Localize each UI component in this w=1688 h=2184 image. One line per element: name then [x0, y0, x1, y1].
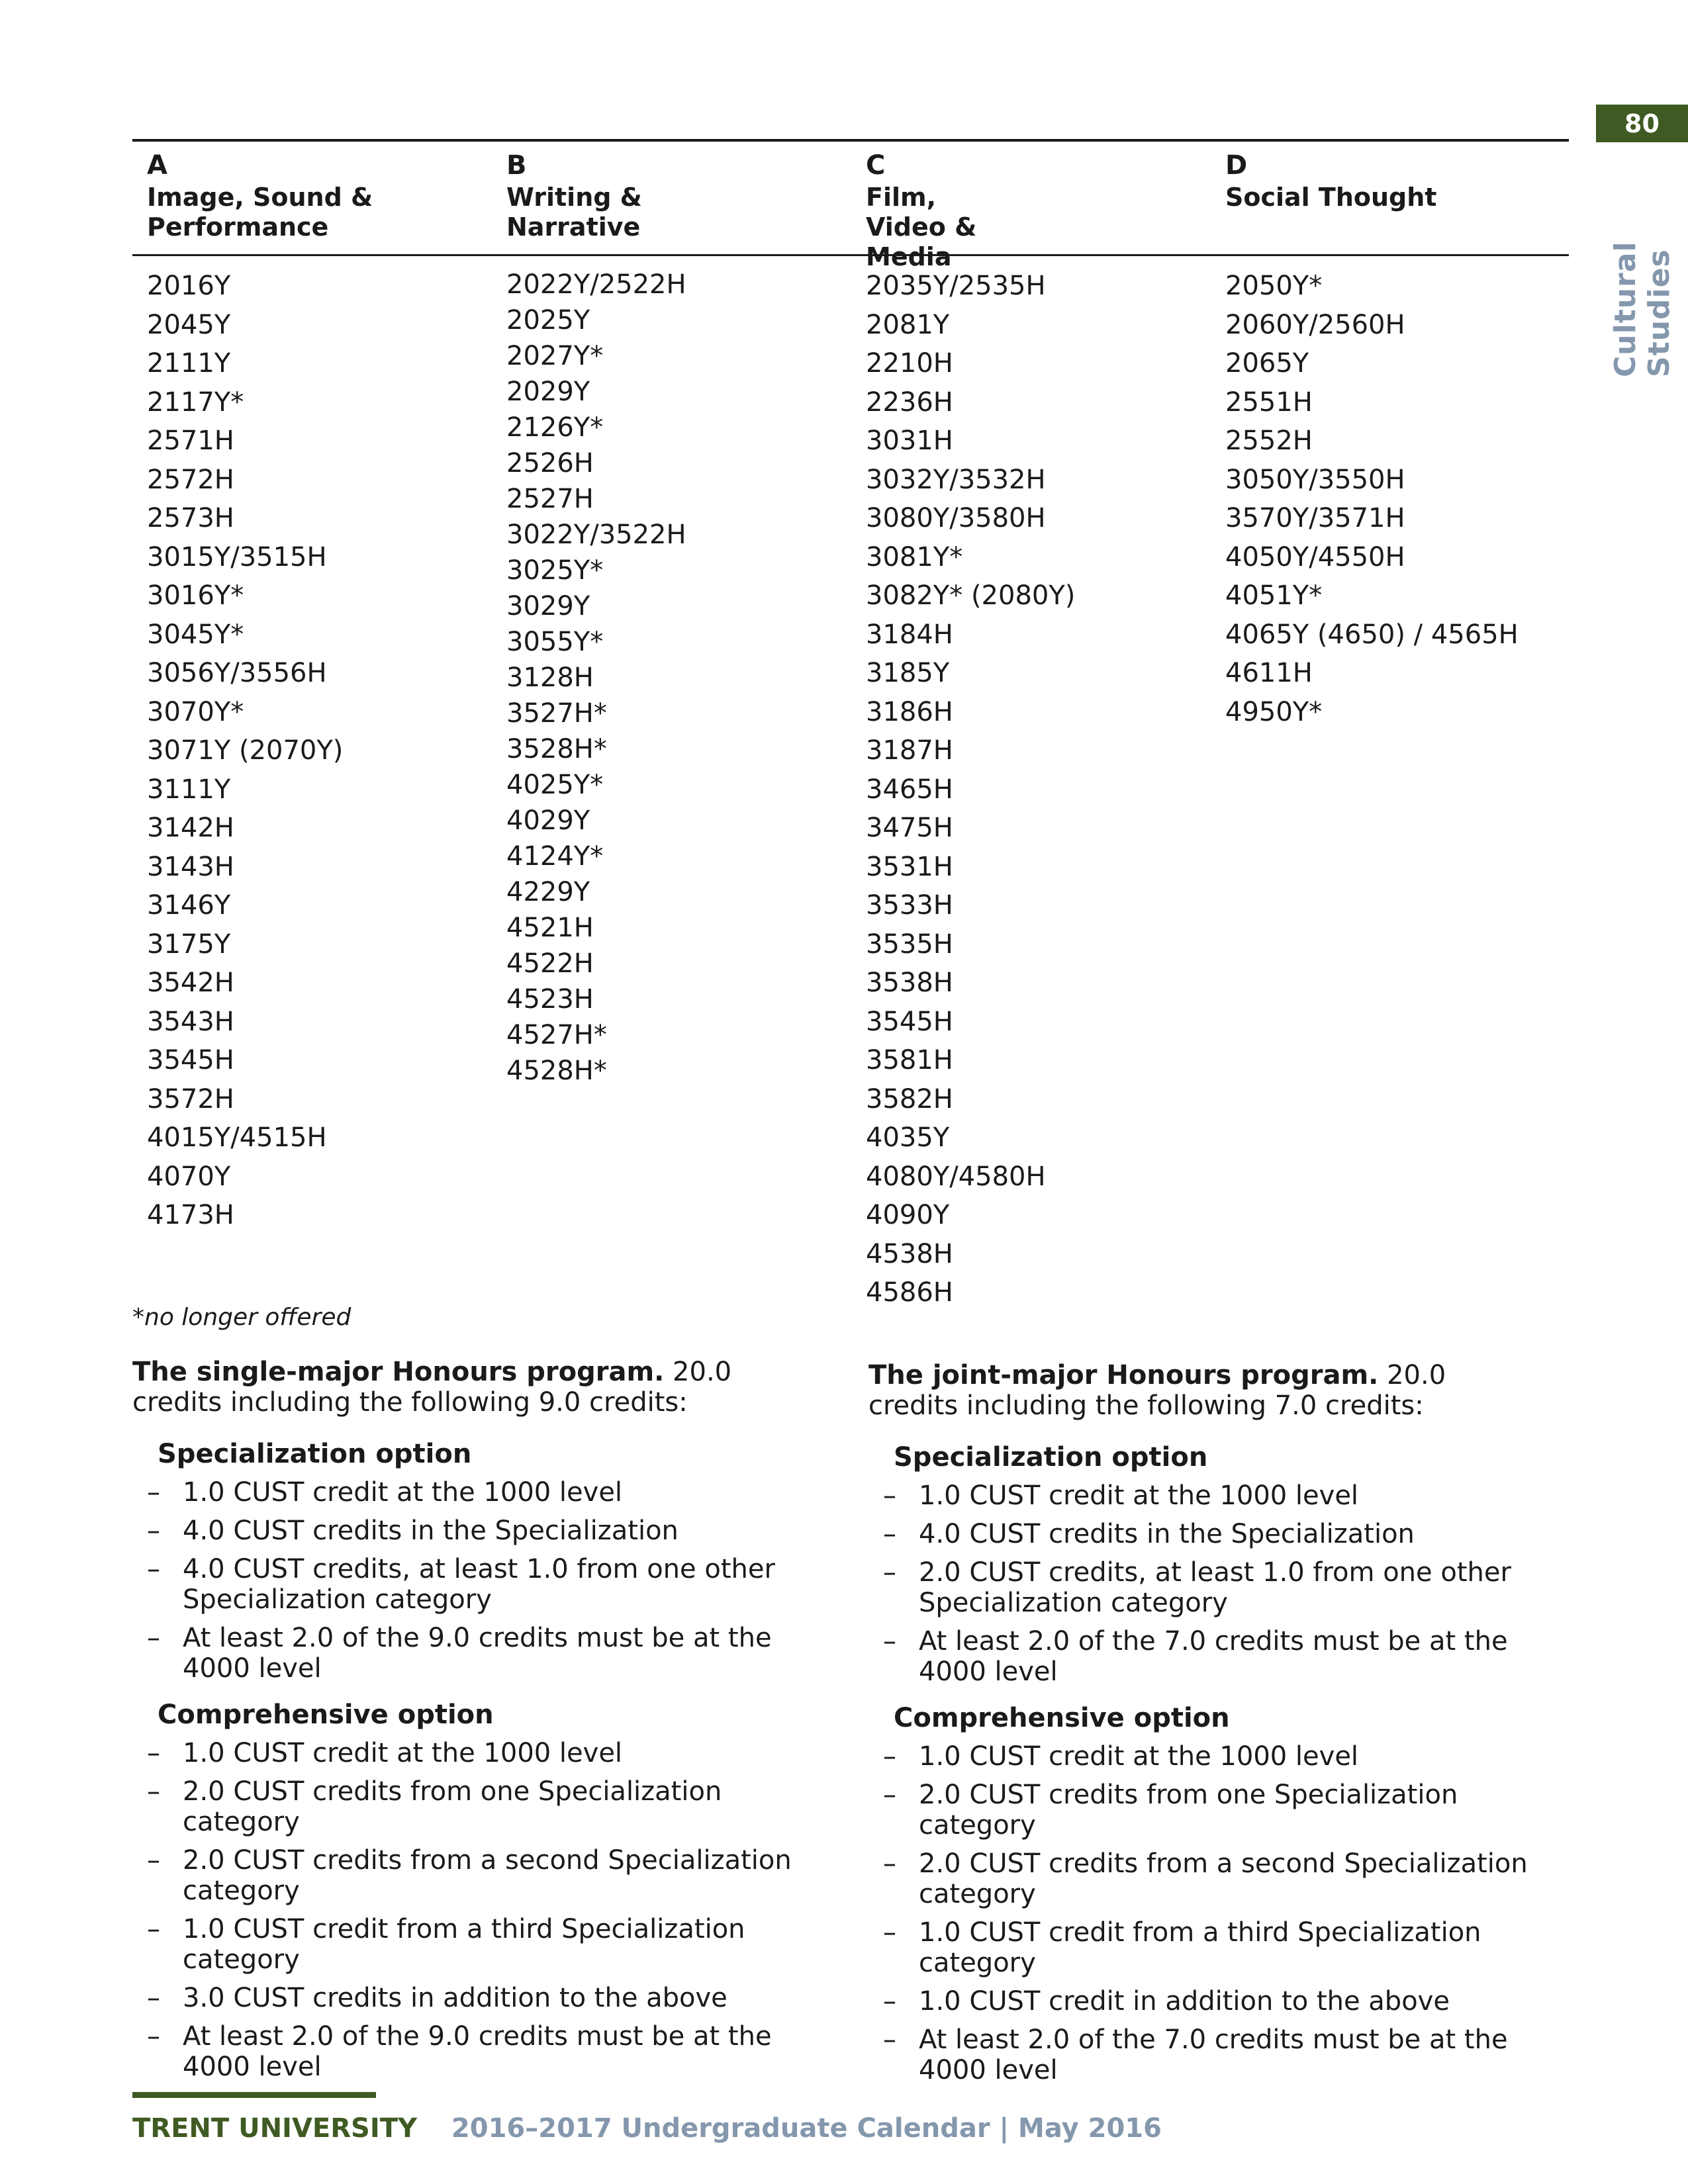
footer — [132, 2113, 1162, 2144]
requirement-text: 2.0 CUST credits from a second Specialization category — [919, 1848, 1528, 1909]
requirement-text: 1.0 CUST credit in addition to the above — [919, 1986, 1450, 2017]
course-code: 4950Y* — [1225, 696, 1323, 727]
requirement-text: 1.0 CUST credit at the 1000 level — [919, 1741, 1359, 1772]
requirement-item: – 4.0 CUST credits, at least 1.0 from one other Specialization category — [147, 1554, 775, 1615]
course-code: 3465H — [866, 774, 953, 805]
course-code: 2022Y/2522H — [506, 269, 686, 300]
footer-calendar: 2016–2017 Undergraduate Calendar | May 2016 — [451, 2113, 1162, 2144]
course-code: 3582H — [866, 1083, 953, 1115]
course-code: 2210H — [866, 348, 953, 379]
course-code: 3543H — [147, 1006, 234, 1037]
requirement-text: 4.0 CUST credits, at least 1.0 from one other Specialization category — [183, 1554, 775, 1615]
course-code: 3015Y/3515H — [147, 541, 327, 572]
requirement-text: 2.0 CUST credits from one Specialization category — [919, 1780, 1458, 1841]
requirement-item: – 4.0 CUST credits in the Specialization — [147, 1516, 679, 1546]
course-code: 2016Y — [147, 271, 231, 301]
course-code: 2081Y — [866, 309, 950, 340]
requirement-text: 3.0 CUST credits in addition to the above — [183, 1983, 727, 2013]
joint-major-program — [868, 1360, 1537, 2101]
course-code: 4538H — [866, 1238, 953, 1269]
course-code: 4029Y — [506, 805, 590, 836]
column-letter: A — [147, 150, 167, 181]
course-code: 4611H — [1225, 658, 1313, 688]
course-code: 4070Y — [147, 1161, 231, 1192]
course-code: 3185Y — [866, 658, 950, 688]
requirement-item: – 1.0 CUST credit at the 1000 level — [883, 1741, 1359, 1772]
course-code: 3055Y* — [506, 627, 604, 657]
course-code: 4522H — [506, 948, 594, 979]
course-code: 3111Y — [147, 774, 231, 805]
option-heading: Comprehensive option — [894, 1703, 1230, 1733]
column-header-a — [132, 142, 492, 254]
requirement-item: – 1.0 CUST credit in addition to the above — [883, 1986, 1450, 2017]
course-code: 3528H* — [506, 734, 607, 764]
course-code: 3128H — [506, 662, 594, 693]
course-code: 2029Y — [506, 377, 590, 407]
column-header-d — [1211, 142, 1569, 254]
course-code: 4229Y — [506, 877, 590, 907]
course-code: 4015Y/4515H — [147, 1122, 327, 1153]
course-code: 2126Y* — [506, 412, 604, 443]
requirement-text: 1.0 CUST credit from a third Specialization category — [183, 1914, 745, 1975]
course-code: 4124Y* — [506, 841, 604, 872]
course-code: 4065Y (4650) / 4565H — [1225, 619, 1519, 650]
requirement-text: 1.0 CUST credit at the 1000 level — [183, 1738, 623, 1768]
option-heading: Comprehensive option — [158, 1700, 494, 1730]
course-code: 2526H — [506, 448, 594, 478]
course-code: 3184H — [866, 619, 953, 650]
column-letter: D — [1225, 150, 1248, 181]
column-title: Image, Sound & Performance — [147, 183, 373, 242]
option-heading: Specialization option — [894, 1442, 1208, 1473]
course-code: 3056Y/3556H — [147, 658, 327, 688]
course-code: 3545H — [866, 1006, 953, 1037]
course-code: 2050Y* — [1225, 271, 1323, 301]
column-title: Writing & Narrative — [506, 183, 642, 242]
requirement-list — [132, 1477, 801, 1684]
single-major-program — [132, 1357, 801, 2098]
course-code: 2573H — [147, 503, 234, 533]
course-code: 3187H — [866, 735, 953, 766]
requirement-text: 1.0 CUST credit at the 1000 level — [183, 1477, 623, 1508]
table-header-row — [132, 142, 1569, 271]
course-code: 3186H — [866, 696, 953, 727]
course-category-table — [132, 139, 1569, 1312]
course-code: 2025Y — [506, 305, 590, 336]
course-code: 2551H — [1225, 387, 1313, 418]
requirement-text: At least 2.0 of the 9.0 credits must be at the 4000 level — [183, 1623, 772, 1684]
course-code: 3022Y/3522H — [506, 520, 686, 550]
course-code: 3531H — [866, 851, 953, 882]
course-code: 3527H* — [506, 698, 607, 729]
requirement-item: – 4.0 CUST credits in the Specialization — [883, 1519, 1415, 1549]
requirement-text: 4.0 CUST credits in the Specialization — [919, 1519, 1415, 1549]
requirement-text: At least 2.0 of the 7.0 credits must be at the 4000 level — [919, 1626, 1508, 1687]
course-code: 3475H — [866, 813, 953, 843]
table-body — [132, 256, 1569, 1312]
course-code: 3533H — [866, 890, 953, 921]
requirement-text: 2.0 CUST credits, at least 1.0 from one other Specialization category — [919, 1557, 1511, 1618]
requirement-item: – 1.0 CUST credit at the 1000 level — [147, 1738, 623, 1768]
course-code: 3082Y* (2080Y) — [866, 580, 1076, 611]
course-code: 3025Y* — [506, 555, 604, 586]
course-code: 4050Y/4550H — [1225, 541, 1405, 572]
course-code: 4586H — [866, 1277, 953, 1308]
program-intro — [132, 1357, 801, 1418]
requirement-item: – 1.0 CUST credit at the 1000 level — [883, 1480, 1359, 1511]
course-code: 3070Y* — [147, 696, 244, 727]
course-code: 4528H* — [506, 1056, 607, 1086]
course-code: 3071Y (2070Y) — [147, 735, 344, 766]
column-title: Social Thought — [1225, 183, 1437, 212]
column-title: Film, Video & Media — [866, 183, 977, 271]
course-code: 2065Y — [1225, 348, 1309, 379]
column-header-b — [492, 142, 851, 254]
course-code: 3029Y — [506, 591, 590, 621]
requirement-item: – 2.0 CUST credits, at least 1.0 from one other Specialization category — [883, 1557, 1511, 1618]
course-list-a — [132, 267, 492, 1235]
requirement-item: – At least 2.0 of the 7.0 credits must be at the 4000 level — [883, 1626, 1508, 1687]
course-code: 4025Y* — [506, 770, 604, 800]
requirement-item: – 3.0 CUST credits in addition to the above — [147, 1983, 727, 2013]
course-code: 2571H — [147, 426, 234, 456]
course-code: 3142H — [147, 813, 234, 843]
requirement-item: – At least 2.0 of the 9.0 credits must be at the 4000 level — [147, 2021, 772, 2082]
program-title: The single-major Honours program. — [132, 1357, 665, 1387]
course-code: 3050Y/3550H — [1225, 464, 1405, 495]
requirement-item: – 2.0 CUST credits from a second Specialization category — [147, 1845, 792, 1906]
program-intro-text: 20.0 credits including the following 7.0 credits: — [868, 1360, 1446, 1421]
page-number: 80 — [1596, 105, 1688, 142]
column-header-c — [851, 142, 1211, 271]
course-code: 4521H — [506, 913, 594, 943]
requirement-text: 2.0 CUST credits from a second Specialization category — [183, 1845, 792, 1906]
requirement-item: – At least 2.0 of the 7.0 credits must be at the 4000 level — [883, 2025, 1508, 2085]
course-code: 3545H — [147, 1045, 234, 1075]
course-code: 3572H — [147, 1083, 234, 1115]
course-code: 3535H — [866, 929, 953, 960]
course-code: 4173H — [147, 1200, 234, 1230]
course-code: 3016Y* — [147, 580, 244, 611]
requirement-text: At least 2.0 of the 9.0 credits must be at the 4000 level — [183, 2021, 772, 2082]
course-code: 4090Y — [866, 1200, 950, 1230]
course-code: 2527H — [506, 484, 594, 514]
course-code: 4523H — [506, 984, 594, 1015]
footer-university: TRENT UNIVERSITY — [132, 2113, 417, 2144]
course-code: 3542H — [147, 968, 234, 998]
course-code: 3031H — [866, 426, 953, 456]
course-code: 3146Y — [147, 890, 231, 921]
course-code: 3175Y — [147, 929, 231, 960]
course-code: 2236H — [866, 387, 953, 418]
course-list-c — [851, 267, 1211, 1312]
requirement-item: – 2.0 CUST credits from one Specialization category — [883, 1780, 1458, 1841]
course-code: 2572H — [147, 464, 234, 495]
requirement-list — [132, 1738, 801, 2082]
program-intro-text: 20.0 credits including the following 9.0 credits: — [132, 1357, 732, 1418]
column-letter: C — [866, 150, 886, 181]
course-code: 4080Y/4580H — [866, 1161, 1046, 1192]
course-code: 3570Y/3571H — [1225, 503, 1405, 533]
course-code: 3581H — [866, 1045, 953, 1075]
requirement-text: 1.0 CUST credit at the 1000 level — [919, 1480, 1359, 1511]
requirement-text: At least 2.0 of the 7.0 credits must be at the 4000 level — [919, 2025, 1508, 2085]
section-side-label: Cultural Studies — [1609, 241, 1676, 377]
course-code: 2035Y/2535H — [866, 271, 1046, 301]
course-code: 4051Y* — [1225, 580, 1323, 611]
requirement-list — [868, 1741, 1537, 2085]
requirement-item: – 1.0 CUST credit at the 1000 level — [147, 1477, 623, 1508]
requirement-item: – 2.0 CUST credits from one Specialization category — [147, 1776, 722, 1837]
course-code: 4527H* — [506, 1020, 607, 1050]
course-code: 2045Y — [147, 309, 231, 340]
course-code: 3080Y/3580H — [866, 503, 1046, 533]
course-code: 3538H — [866, 968, 953, 998]
requirement-item: – 1.0 CUST credit from a third Specialization category — [147, 1914, 745, 1975]
course-code: 3045Y* — [147, 619, 244, 650]
course-code: 3032Y/3532H — [866, 464, 1046, 495]
column-letter: B — [506, 150, 527, 181]
requirement-item: – 2.0 CUST credits from a second Specialization category — [883, 1848, 1528, 1909]
requirement-item: – 1.0 CUST credit from a third Specialization category — [883, 1917, 1481, 1978]
requirement-item: – At least 2.0 of the 9.0 credits must be at the 4000 level — [147, 1623, 772, 1684]
course-list-d — [1211, 267, 1569, 731]
course-code: 2117Y* — [147, 387, 244, 418]
program-intro — [868, 1360, 1537, 1421]
course-code: 3143H — [147, 851, 234, 882]
course-code: 2111Y — [147, 348, 231, 379]
course-code: 3081Y* — [866, 541, 963, 572]
requirement-list — [868, 1480, 1537, 1687]
requirement-text: 2.0 CUST credits from one Specialization category — [183, 1776, 722, 1837]
footer-rule — [132, 2092, 376, 2098]
requirement-text: 4.0 CUST credits in the Specialization — [183, 1516, 679, 1546]
course-list-b — [492, 267, 851, 1089]
course-code: 2027Y* — [506, 341, 604, 371]
footnote: *no longer offered — [132, 1304, 352, 1331]
option-heading: Specialization option — [158, 1439, 472, 1469]
course-code: 4035Y — [866, 1122, 950, 1153]
program-title: The joint-major Honours program. — [868, 1360, 1379, 1390]
course-code: 2552H — [1225, 426, 1313, 456]
course-code: 2060Y/2560H — [1225, 309, 1405, 340]
requirement-text: 1.0 CUST credit from a third Specialization category — [919, 1917, 1481, 1978]
